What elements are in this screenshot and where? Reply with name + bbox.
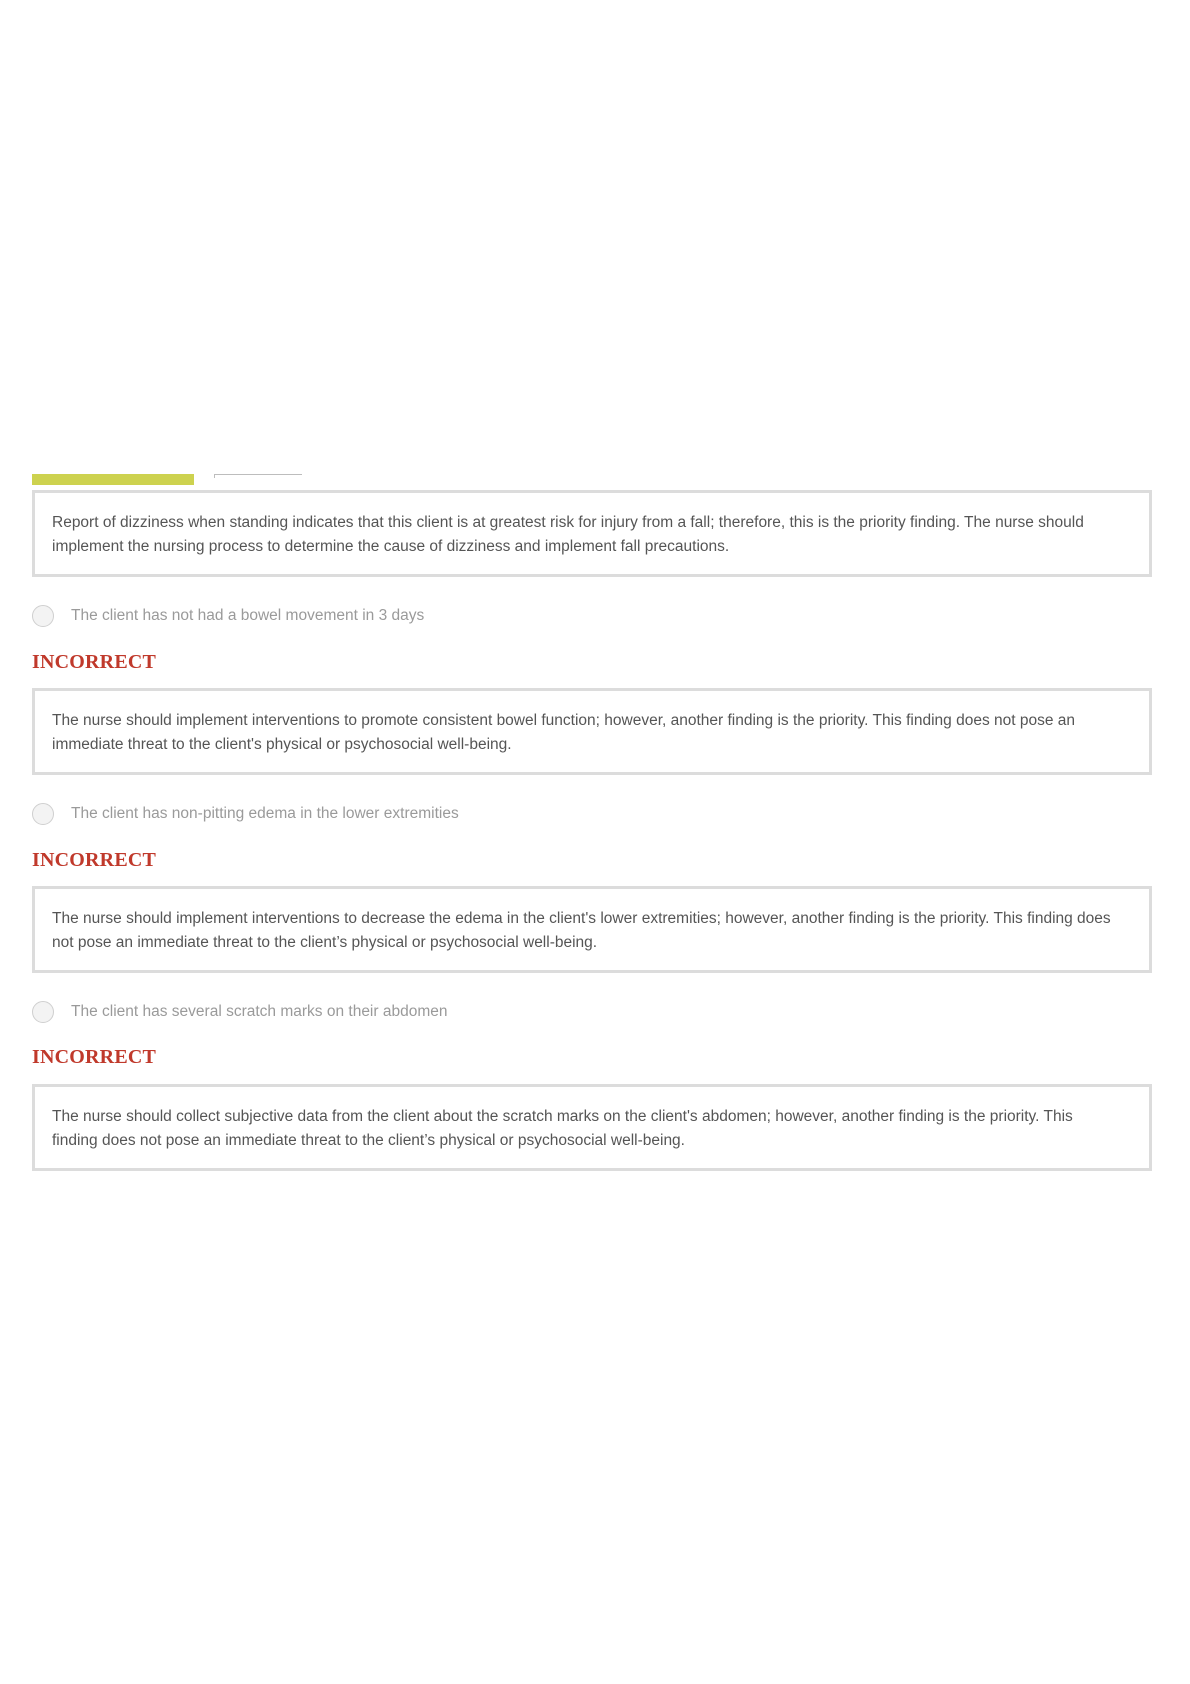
- score-accent-bar: [32, 474, 194, 485]
- radio-button-icon[interactable]: [32, 803, 54, 825]
- rationale-text: The nurse should collect subjective data from the client about the scratch marks on the client's abdomen; however, another finding is the priority. This finding does not pose an immediate threat to the client’s physical or psychosocial well-being.: [52, 1108, 1073, 1149]
- score-track-line: [214, 474, 302, 475]
- answer-option-label: The client has not had a bowel movement in 3 days: [71, 607, 425, 624]
- answer-option-1[interactable]: [32, 602, 424, 630]
- incorrect-label: INCORRECT: [32, 1046, 157, 1068]
- answer-option-3[interactable]: [32, 998, 447, 1026]
- rationale-box: [32, 688, 1152, 775]
- rationale-box-correct: [32, 490, 1152, 577]
- radio-button-icon[interactable]: [32, 605, 54, 627]
- rationale-text: The nurse should implement interventions to decrease the edema in the client's lower extremities; however, another finding is the priority. This finding does not pose an immediate threat to the client’s physical or psychosocial well-being.: [52, 910, 1111, 951]
- rationale-box: [32, 1084, 1152, 1171]
- answer-option-2[interactable]: [32, 800, 459, 828]
- rationale-box: [32, 886, 1152, 973]
- incorrect-label: INCORRECT: [32, 651, 157, 673]
- answer-option-label: The client has non-pitting edema in the lower extremities: [71, 805, 459, 822]
- score-progress-bars: [32, 474, 332, 486]
- incorrect-label: INCORRECT: [32, 849, 157, 871]
- answer-option-label: The client has several scratch marks on their abdomen: [71, 1003, 448, 1020]
- rationale-text: Report of dizziness when standing indicates that this client is at greatest risk for injury from a fall; therefore, this is the priority finding. The nurse should implement the nursing process to determine the cause of dizziness and implement fall precautions.: [52, 514, 1084, 555]
- radio-button-icon[interactable]: [32, 1001, 54, 1023]
- rationale-text: The nurse should implement interventions to promote consistent bowel function; however, another finding is the priority. This finding does not pose an immediate threat to the client's physical or psychosocial well-being.: [52, 712, 1076, 753]
